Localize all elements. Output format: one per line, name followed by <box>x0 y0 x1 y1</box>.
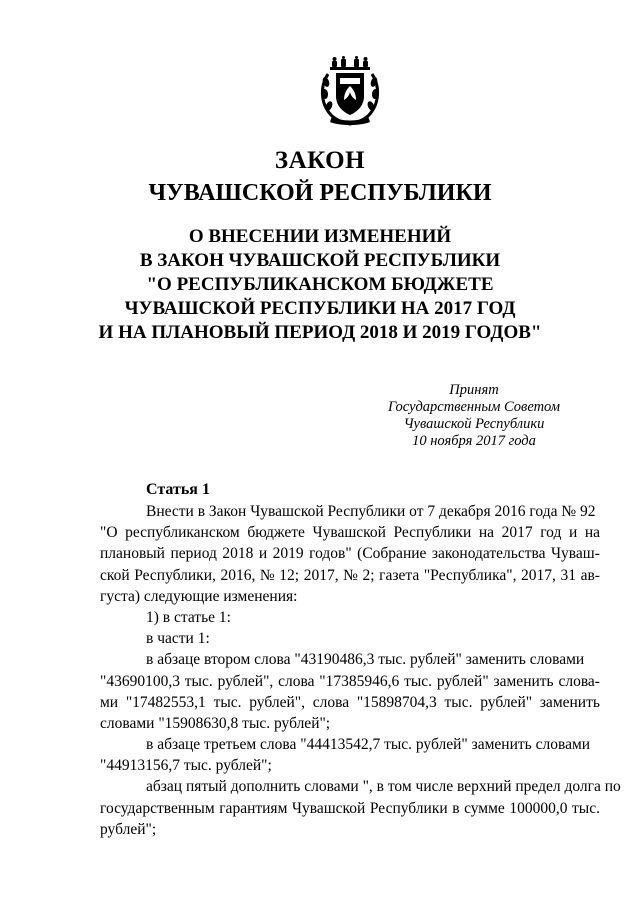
body-line: "44913156,7 тыс. рублей"; <box>100 757 272 775</box>
body-line: ми "17482553,1 тыс. рублей", слова "15898704,3 тыс. рублей" заменить <box>100 693 600 711</box>
adoption-line: Чувашской Республики <box>403 416 545 432</box>
body-line: в части 1: <box>146 630 210 648</box>
adoption-note <box>364 382 584 450</box>
body-line: ской Республики, 2016, № 12; 2017, № 2; газета "Республика", 2017, 31 ав- <box>100 566 600 584</box>
body-line: густа) следующие изменения: <box>100 587 298 605</box>
body-line: в абзаце третьем слова "44413542,7 тыс. рублей" заменить словами <box>146 736 591 754</box>
law-subtitle <box>0 225 640 345</box>
chuvash-emblem-icon <box>318 56 382 126</box>
body-line: плановый период 2018 и 2019 годов" (Собрание законодательства Чуваш- <box>100 545 600 563</box>
subtitle-line: И НА ПЛАНОВЫЙ ПЕРИОД 2018 И 2019 ГОДОВ" <box>98 322 542 343</box>
body-line: рублей"; <box>100 820 157 838</box>
body-line: Внести в Закон Чувашской Республики от 7 декабря 2016 года № 92 <box>146 503 596 520</box>
adoption-line: Государственным Советом <box>387 399 561 415</box>
body-line: словами "15908630,8 тыс. рублей"; <box>100 714 331 732</box>
body-line: "43690100,3 тыс. рублей", слова "17385946,6 тыс. рублей" заменить слова- <box>100 672 600 690</box>
article-heading: Статья 1 <box>146 481 210 498</box>
body-line: абзац пятый дополнить словами ", в том числе верхний предел долга по <box>146 778 621 796</box>
adoption-date: 10 ноября 2017 года <box>412 433 536 449</box>
law-title: ЗАКОН <box>274 147 366 174</box>
body-line: государственным гарантиям Чувашской Республики в сумме 100000,0 тыс. <box>100 799 600 817</box>
subtitle-line: О ВНЕСЕНИИ ИЗМЕНЕНИЙ <box>188 226 452 247</box>
subtitle-line: ЧУВАШСКОЙ РЕСПУБЛИКИ НА 2017 ГОД <box>124 298 516 319</box>
article-body <box>100 501 621 840</box>
subtitle-line: "О РЕСПУБЛИКАНСКОМ БЮДЖЕТЕ <box>146 274 494 295</box>
body-line: в абзаце втором слова "43190486,3 тыс. рублей" заменить словами <box>146 651 585 669</box>
adoption-line: Принят <box>449 382 499 398</box>
body-line: 1) в статье 1: <box>146 608 231 626</box>
republic-title: ЧУВАШСКОЙ РЕСПУБЛИКИ <box>148 180 492 206</box>
subtitle-line: В ЗАКОН ЧУВАШСКОЙ РЕСПУБЛИКИ <box>139 250 501 271</box>
body-line: "О республиканском бюджете Чувашской Республики на 2017 год и на <box>100 524 600 542</box>
